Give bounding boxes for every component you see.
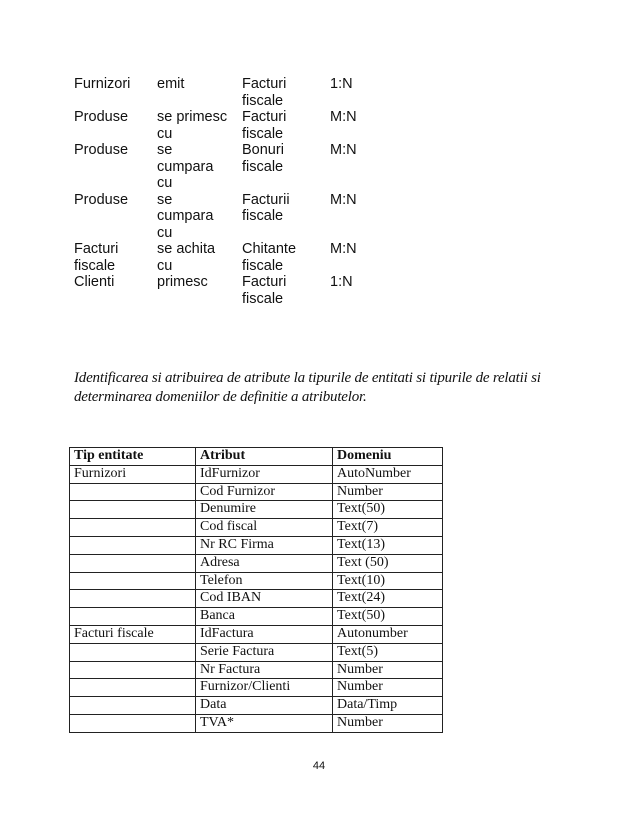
- entity-type-cell: [70, 643, 196, 661]
- cardinality-cell: M:N: [330, 109, 357, 125]
- entity-type-cell: [70, 590, 196, 608]
- entity-cell: Facturii fiscale: [242, 191, 290, 224]
- attribute-cell: Banca: [196, 608, 333, 626]
- attribute-cell: Cod fiscal: [196, 519, 333, 537]
- domain-cell: Number: [333, 714, 443, 732]
- domain-cell: Data/Timp: [333, 697, 443, 715]
- relation-cell: primesc: [157, 274, 208, 290]
- attribute-cell: IdFactura: [196, 625, 333, 643]
- attribute-cell: Nr Factura: [196, 661, 333, 679]
- domain-cell: Text(50): [333, 608, 443, 626]
- relationship-table: [74, 76, 390, 307]
- domain-cell: Text(10): [333, 572, 443, 590]
- relation-cell: emit: [157, 76, 185, 92]
- domain-cell: Text(7): [333, 519, 443, 537]
- relation-cell: se achita cu: [157, 241, 216, 274]
- attribute-cell: Denumire: [196, 501, 333, 519]
- cardinality-cell: 1:N: [330, 76, 353, 92]
- domain-cell: Number: [333, 661, 443, 679]
- entity-type-cell: [70, 697, 196, 715]
- relationship-row: [74, 274, 390, 307]
- entity-cell: Produse: [74, 109, 129, 125]
- page-number: 44: [312, 760, 326, 772]
- entity-type-cell: [70, 714, 196, 732]
- table-row: [70, 536, 443, 554]
- domain-cell: Number: [333, 679, 443, 697]
- attribute-cell: TVA*: [196, 714, 333, 732]
- header-attribute: Atribut: [196, 448, 333, 466]
- header-entity-type: Tip entitate: [70, 448, 196, 466]
- table-row: [70, 679, 443, 697]
- entity-cell: Produse: [74, 142, 129, 158]
- attribute-cell: Furnizor/Clienti: [196, 679, 333, 697]
- relationship-row: [74, 192, 390, 242]
- entity-type-cell: [70, 519, 196, 537]
- table-row: [70, 643, 443, 661]
- entity-type-cell: [70, 679, 196, 697]
- attribute-cell: IdFurnizor: [196, 465, 333, 483]
- cardinality-cell: M:N: [330, 241, 357, 257]
- entity-type-cell: Furnizori: [70, 465, 196, 483]
- table-row: [70, 590, 443, 608]
- entity-cell: Chitante fiscale: [242, 241, 297, 274]
- entity-cell: Bonuri fiscale: [242, 142, 284, 175]
- attribute-cell: Cod IBAN: [196, 590, 333, 608]
- attribute-cell: Serie Factura: [196, 643, 333, 661]
- cardinality-cell: M:N: [330, 142, 357, 158]
- intro-paragraph: Identificarea si atribuirea de atribute la tipurile de entitati si tipurile de relatii si determinarea domeniilor de definitie a atributelor.: [74, 370, 541, 405]
- attribute-cell: Data: [196, 697, 333, 715]
- relationship-row: [74, 76, 390, 109]
- attribute-table-body: [70, 465, 443, 732]
- domain-cell: Text(50): [333, 501, 443, 519]
- relation-cell: se cumpara cu: [157, 142, 214, 191]
- table-row: [70, 608, 443, 626]
- entity-type-cell: [70, 572, 196, 590]
- attribute-cell: Cod Furnizor: [196, 483, 333, 501]
- entity-type-cell: [70, 554, 196, 572]
- table-header-row: [70, 448, 443, 466]
- relationship-row: [74, 241, 390, 274]
- domain-cell: AutoNumber: [333, 465, 443, 483]
- table-row: [70, 519, 443, 537]
- table-row: [70, 697, 443, 715]
- relation-cell: se cumpara cu: [157, 191, 214, 241]
- entity-cell: Produse: [74, 191, 129, 208]
- table-row: [70, 714, 443, 732]
- attribute-table: [69, 447, 443, 733]
- cardinality-cell: M:N: [330, 191, 357, 208]
- entity-cell: Clienti: [74, 274, 115, 290]
- entity-type-cell: [70, 661, 196, 679]
- entity-cell: Facturi fiscale: [242, 76, 287, 109]
- attribute-cell: Adresa: [196, 554, 333, 572]
- table-row: [70, 572, 443, 590]
- entity-cell: Furnizori: [74, 76, 131, 92]
- domain-cell: Text(5): [333, 643, 443, 661]
- table-row: [70, 465, 443, 483]
- table-row: [70, 661, 443, 679]
- entity-type-cell: [70, 501, 196, 519]
- domain-cell: Text(24): [333, 590, 443, 608]
- domain-cell: Number: [333, 483, 443, 501]
- entity-type-cell: [70, 608, 196, 626]
- entity-cell: Facturi fiscale: [242, 274, 287, 307]
- table-row: [70, 554, 443, 572]
- attribute-cell: Telefon: [196, 572, 333, 590]
- entity-type-cell: Facturi fiscale: [70, 625, 196, 643]
- relation-cell: se primesc cu: [157, 109, 228, 142]
- attribute-cell: Nr RC Firma: [196, 536, 333, 554]
- entity-cell: Facturi fiscale: [242, 109, 287, 142]
- domain-cell: Autonumber: [333, 625, 443, 643]
- domain-cell: Text(13): [333, 536, 443, 554]
- header-domain: Domeniu: [333, 448, 443, 466]
- domain-cell: Text (50): [333, 554, 443, 572]
- entity-type-cell: [70, 536, 196, 554]
- relationship-row: [74, 142, 390, 192]
- table-row: [70, 483, 443, 501]
- table-row: [70, 625, 443, 643]
- cardinality-cell: 1:N: [330, 274, 353, 290]
- table-row: [70, 501, 443, 519]
- entity-type-cell: [70, 483, 196, 501]
- relationship-row: [74, 109, 390, 142]
- entity-cell: Facturi fiscale: [74, 241, 119, 274]
